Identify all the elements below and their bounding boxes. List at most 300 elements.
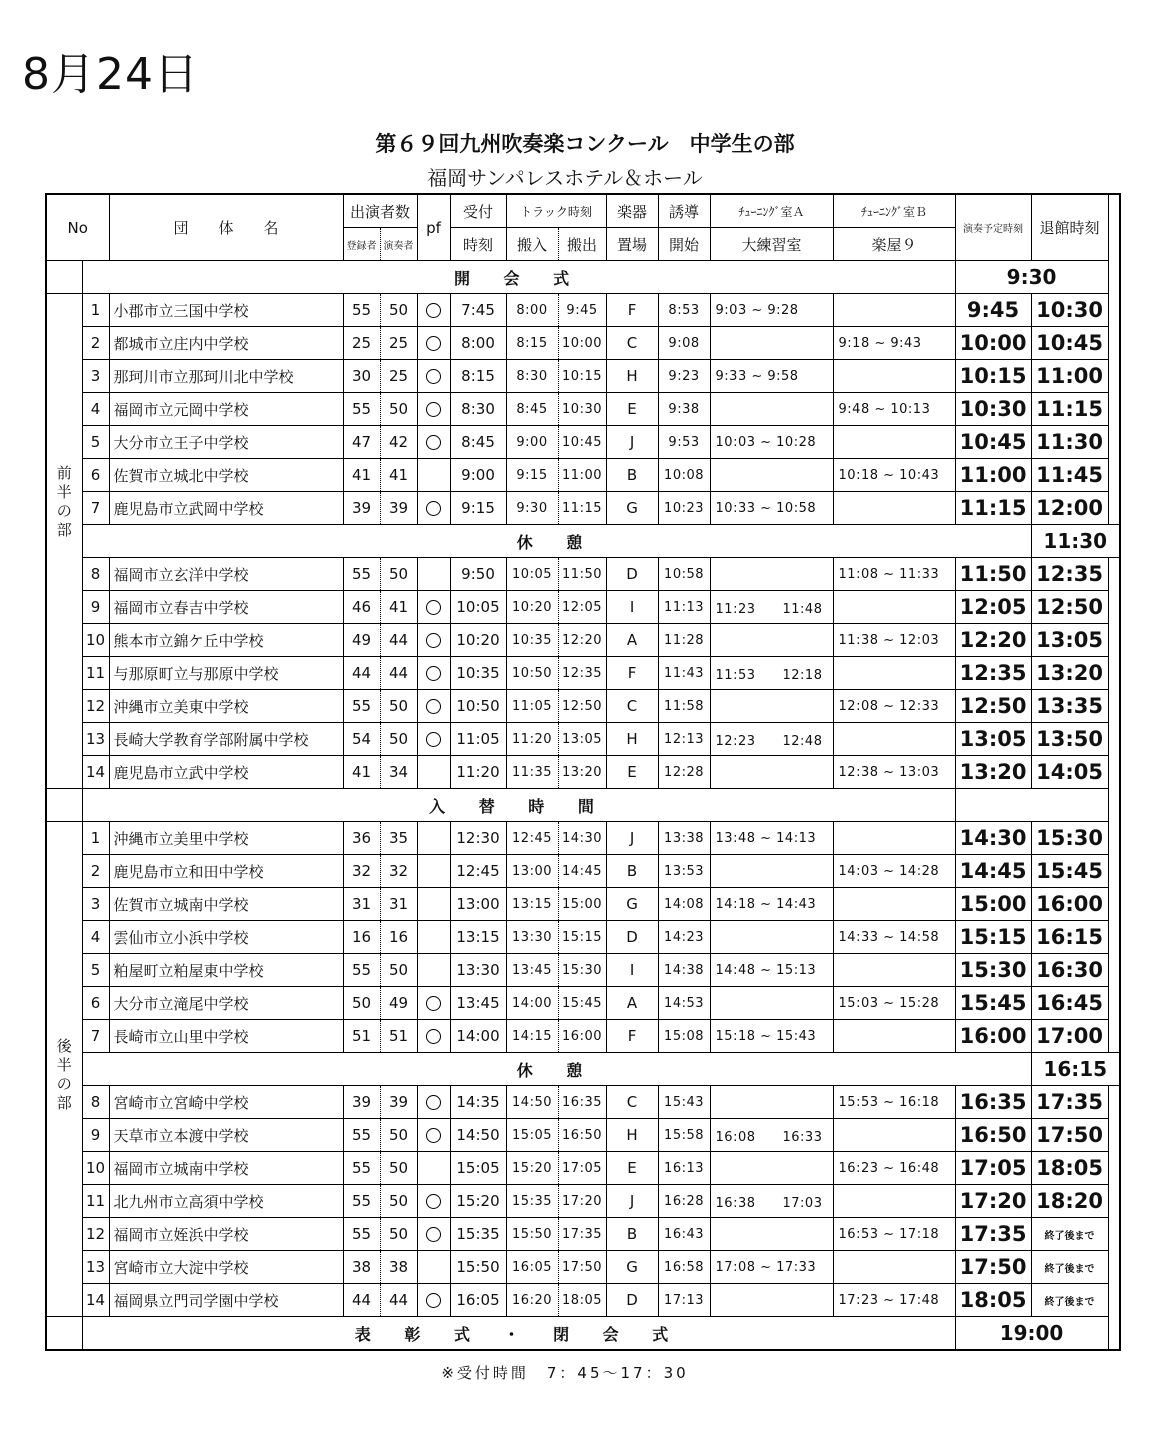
event-time: 19:00 [955, 1317, 1108, 1351]
player-count: 44 [380, 1284, 417, 1317]
truck-in-time: 14:00 [506, 987, 558, 1020]
tuning-b-slot [833, 591, 955, 624]
event-row-changeover [46, 789, 1120, 822]
perform-time: 11:50 [955, 558, 1031, 591]
pf-circle-icon [426, 501, 441, 516]
leave-time: 16:00 [1031, 888, 1108, 921]
registered-count: 55 [343, 954, 380, 987]
perform-time: 14:45 [955, 855, 1031, 888]
pf-cell [417, 657, 450, 690]
storage-place: D [606, 558, 658, 591]
leave-time: 17:50 [1031, 1119, 1108, 1152]
truck-out-time: 17:05 [558, 1152, 606, 1185]
registered-count: 39 [343, 492, 380, 525]
truck-out-time: 11:50 [558, 558, 606, 591]
table-row [46, 1185, 1120, 1218]
tuning-a-slot [710, 459, 833, 492]
truck-in-time: 8:00 [506, 294, 558, 327]
leave-time: 終了後まで [1031, 1218, 1108, 1251]
pf-circle-icon [426, 600, 441, 615]
leave-time: 15:45 [1031, 855, 1108, 888]
tuning-a-slot [710, 1284, 833, 1317]
leave-time: 12:35 [1031, 558, 1108, 591]
perform-time: 12:50 [955, 690, 1031, 723]
event-label: 表 彰 式 ・ 閉 会 式 [82, 1317, 955, 1351]
reception-time: 16:05 [450, 1284, 506, 1317]
perform-time: 17:35 [955, 1218, 1031, 1251]
storage-place: F [606, 1020, 658, 1053]
registered-count: 51 [343, 1020, 380, 1053]
guide-start: 15:08 [658, 1020, 710, 1053]
guide-start: 13:38 [658, 822, 710, 855]
perform-time: 17:20 [955, 1185, 1031, 1218]
leave-time: 13:50 [1031, 723, 1108, 756]
player-count: 50 [380, 1185, 417, 1218]
storage-place: H [606, 723, 658, 756]
pf-cell [417, 987, 450, 1020]
pf-circle-icon [426, 402, 441, 417]
group-name: 鹿児島市立武中学校 [109, 756, 343, 789]
truck-in-time: 8:45 [506, 393, 558, 426]
storage-place: D [606, 921, 658, 954]
truck-out-time: 10:45 [558, 426, 606, 459]
tuning-b-slot: 12:08 ~ 12:33 [833, 690, 955, 723]
truck-in-time: 16:20 [506, 1284, 558, 1317]
player-count: 49 [380, 987, 417, 1020]
pf-cell [417, 1119, 450, 1152]
table-row [46, 723, 1120, 756]
reception-time: 8:45 [450, 426, 506, 459]
perform-time: 12:20 [955, 624, 1031, 657]
group-name: 与那原町立与那原中学校 [109, 657, 343, 690]
group-name: 佐賀市立城北中学校 [109, 459, 343, 492]
truck-out-time: 12:05 [558, 591, 606, 624]
table-row [46, 624, 1120, 657]
guide-start: 16:28 [658, 1185, 710, 1218]
tuning-b-slot: 15:03 ~ 15:28 [833, 987, 955, 1020]
event-row-opening [46, 261, 1120, 294]
player-count: 50 [380, 954, 417, 987]
player-count: 50 [380, 1218, 417, 1251]
pf-cell [417, 1185, 450, 1218]
event-time: 11:30 [1031, 525, 1120, 558]
reception-time: 14:35 [450, 1086, 506, 1119]
table-row [46, 855, 1120, 888]
reception-time: 12:45 [450, 855, 506, 888]
row-no: 5 [82, 954, 109, 987]
storage-place: I [606, 591, 658, 624]
event-spacer [46, 789, 82, 822]
leave-time: 17:35 [1031, 1086, 1108, 1119]
storage-place: E [606, 1152, 658, 1185]
event-spacer [46, 261, 82, 294]
header-registered: 登録者 [343, 228, 380, 261]
group-name: 熊本市立錦ケ丘中学校 [109, 624, 343, 657]
tuning-b-slot [833, 1119, 955, 1152]
header-tuning-b: ﾁｭｰﾆﾝｸﾞ室Ｂ [833, 194, 955, 228]
page-date: 8月24日 [22, 49, 199, 100]
header-reception: 受付 [450, 194, 506, 228]
pf-cell [417, 723, 450, 756]
player-count: 41 [380, 459, 417, 492]
pf-circle-icon [426, 633, 441, 648]
pf-cell [417, 558, 450, 591]
leave-time: 13:05 [1031, 624, 1108, 657]
row-no: 1 [82, 294, 109, 327]
group-name: 小郡市立三国中学校 [109, 294, 343, 327]
registered-count: 55 [343, 393, 380, 426]
tuning-a-slot [710, 855, 833, 888]
truck-out-time: 13:05 [558, 723, 606, 756]
truck-in-time: 13:00 [506, 855, 558, 888]
storage-place: G [606, 492, 658, 525]
guide-start: 11:28 [658, 624, 710, 657]
leave-time: 10:30 [1031, 294, 1108, 327]
guide-start: 15:43 [658, 1086, 710, 1119]
guide-start: 17:13 [658, 1284, 710, 1317]
table-row [46, 393, 1120, 426]
player-count: 50 [380, 1119, 417, 1152]
perform-time: 9:45 [955, 294, 1031, 327]
player-count: 42 [380, 426, 417, 459]
row-no: 2 [82, 327, 109, 360]
registered-count: 55 [343, 1185, 380, 1218]
tuning-b-slot: 9:48 ~ 10:13 [833, 393, 955, 426]
guide-start: 9:53 [658, 426, 710, 459]
reception-time: 10:20 [450, 624, 506, 657]
row-no: 6 [82, 987, 109, 1020]
player-count: 50 [380, 723, 417, 756]
perform-time: 13:05 [955, 723, 1031, 756]
event-spacer [46, 1317, 82, 1351]
event-label: 開 会 式 [82, 261, 955, 294]
pf-cell [417, 360, 450, 393]
player-count: 32 [380, 855, 417, 888]
truck-in-time: 10:20 [506, 591, 558, 624]
header-name: 団 体 名 [109, 194, 343, 261]
reception-time: 11:05 [450, 723, 506, 756]
truck-in-time: 15:05 [506, 1119, 558, 1152]
group-name: 長崎大学教育学部附属中学校 [109, 723, 343, 756]
group-name: 宮崎市立大淀中学校 [109, 1251, 343, 1284]
reception-time: 9:50 [450, 558, 506, 591]
player-count: 51 [380, 1020, 417, 1053]
registered-count: 32 [343, 855, 380, 888]
tuning-a-slot: 14:48 ~ 15:13 [710, 954, 833, 987]
table-row [46, 822, 1120, 855]
venue-name: 福岡サンパレスホテル＆ホール [427, 166, 703, 190]
header-perform-time: 演奏予定時刻 [955, 194, 1031, 261]
truck-out-time: 16:35 [558, 1086, 606, 1119]
group-name: 沖縄市立美東中学校 [109, 690, 343, 723]
tuning-a-slot: 9:03 ~ 9:28 [710, 294, 833, 327]
pf-cell [417, 1218, 450, 1251]
pf-cell [417, 459, 450, 492]
header-green-room: 楽屋９ [833, 228, 955, 261]
truck-out-time: 13:20 [558, 756, 606, 789]
storage-place: F [606, 294, 658, 327]
group-name: 福岡市立城南中学校 [109, 1152, 343, 1185]
pf-cell [417, 624, 450, 657]
guide-start: 11:43 [658, 657, 710, 690]
reception-time: 14:50 [450, 1119, 506, 1152]
perform-time: 12:35 [955, 657, 1031, 690]
tuning-a-slot: 11:23 11:48 [710, 591, 833, 624]
pf-cell [417, 1020, 450, 1053]
truck-out-time: 17:50 [558, 1251, 606, 1284]
header-storage-place: 置場 [606, 228, 658, 261]
row-no: 4 [82, 921, 109, 954]
tuning-b-slot [833, 294, 955, 327]
leave-time: 11:15 [1031, 393, 1108, 426]
row-no: 10 [82, 624, 109, 657]
guide-start: 15:58 [658, 1119, 710, 1152]
event-row-break1 [46, 525, 1120, 558]
tuning-a-slot [710, 327, 833, 360]
group-name: 佐賀市立城南中学校 [109, 888, 343, 921]
table-row [46, 756, 1120, 789]
guide-start: 16:58 [658, 1251, 710, 1284]
reception-time: 14:00 [450, 1020, 506, 1053]
registered-count: 55 [343, 294, 380, 327]
row-no: 13 [82, 1251, 109, 1284]
tuning-b-slot [833, 492, 955, 525]
truck-out-time: 15:15 [558, 921, 606, 954]
table-row [46, 987, 1120, 1020]
table-row [46, 1152, 1120, 1185]
table-row [46, 657, 1120, 690]
reception-time: 8:30 [450, 393, 506, 426]
truck-in-time: 13:15 [506, 888, 558, 921]
reception-note: ※受付時間 7：45〜17：30 [441, 1364, 689, 1382]
storage-place: B [606, 459, 658, 492]
header-pf: pf [417, 194, 450, 261]
group-name: 沖縄市立美里中学校 [109, 822, 343, 855]
perform-time: 10:45 [955, 426, 1031, 459]
table-row [46, 327, 1120, 360]
pf-cell [417, 294, 450, 327]
pf-cell [417, 921, 450, 954]
tuning-a-slot [710, 921, 833, 954]
table-row [46, 1218, 1120, 1251]
storage-place: H [606, 1119, 658, 1152]
group-name: 大分市立王子中学校 [109, 426, 343, 459]
tuning-b-slot [833, 1020, 955, 1053]
player-count: 44 [380, 624, 417, 657]
player-count: 16 [380, 921, 417, 954]
perform-time: 15:30 [955, 954, 1031, 987]
pf-circle-icon [426, 303, 441, 318]
row-no: 7 [82, 492, 109, 525]
group-name: 都城市立庄内中学校 [109, 327, 343, 360]
table-row [46, 954, 1120, 987]
registered-count: 39 [343, 1086, 380, 1119]
tuning-b-slot [833, 1251, 955, 1284]
group-name: 長崎市立山里中学校 [109, 1020, 343, 1053]
storage-place: H [606, 360, 658, 393]
tuning-b-slot [833, 888, 955, 921]
group-name: 天草市立本渡中学校 [109, 1119, 343, 1152]
storage-place: C [606, 327, 658, 360]
registered-count: 49 [343, 624, 380, 657]
tuning-a-slot: 10:33 ~ 10:58 [710, 492, 833, 525]
perform-time: 14:30 [955, 822, 1031, 855]
perform-time: 11:15 [955, 492, 1031, 525]
truck-out-time: 18:05 [558, 1284, 606, 1317]
pf-cell [417, 855, 450, 888]
guide-start: 13:53 [658, 855, 710, 888]
pf-cell [417, 492, 450, 525]
tuning-b-slot [833, 723, 955, 756]
registered-count: 55 [343, 690, 380, 723]
header-truck: トラック時刻 [506, 194, 606, 228]
perform-time: 16:50 [955, 1119, 1031, 1152]
row-no: 8 [82, 1086, 109, 1119]
table-row [46, 591, 1120, 624]
registered-count: 55 [343, 1152, 380, 1185]
player-count: 50 [380, 393, 417, 426]
tuning-b-slot [833, 954, 955, 987]
player-count: 50 [380, 558, 417, 591]
truck-out-time: 12:35 [558, 657, 606, 690]
truck-in-time: 12:45 [506, 822, 558, 855]
event-time-empty [955, 789, 1108, 822]
reception-time: 13:00 [450, 888, 506, 921]
guide-start: 16:13 [658, 1152, 710, 1185]
header-players: 演奏者 [380, 228, 417, 261]
truck-out-time: 10:30 [558, 393, 606, 426]
guide-start: 12:28 [658, 756, 710, 789]
row-no: 6 [82, 459, 109, 492]
section-label-text: 前半の部 [56, 464, 72, 539]
perform-time: 10:30 [955, 393, 1031, 426]
row-no: 10 [82, 1152, 109, 1185]
leave-time: 終了後まで [1031, 1251, 1108, 1284]
truck-in-time: 15:35 [506, 1185, 558, 1218]
reception-time: 15:50 [450, 1251, 506, 1284]
truck-out-time: 10:15 [558, 360, 606, 393]
leave-time: 13:20 [1031, 657, 1108, 690]
tuning-a-slot: 12:23 12:48 [710, 723, 833, 756]
reception-time: 9:15 [450, 492, 506, 525]
truck-out-time: 11:00 [558, 459, 606, 492]
row-no: 9 [82, 1119, 109, 1152]
perform-time: 17:50 [955, 1251, 1031, 1284]
tuning-b-slot: 17:23 ~ 17:48 [833, 1284, 955, 1317]
tuning-b-slot [833, 822, 955, 855]
perform-time: 12:05 [955, 591, 1031, 624]
storage-place: E [606, 393, 658, 426]
tuning-a-slot: 9:33 ~ 9:58 [710, 360, 833, 393]
header-no: No [46, 194, 109, 261]
tuning-a-slot: 13:48 ~ 14:13 [710, 822, 833, 855]
pf-cell [417, 393, 450, 426]
truck-out-time: 15:30 [558, 954, 606, 987]
truck-in-time: 14:15 [506, 1020, 558, 1053]
truck-in-time: 10:35 [506, 624, 558, 657]
storage-place: C [606, 1086, 658, 1119]
truck-in-time: 8:15 [506, 327, 558, 360]
player-count: 41 [380, 591, 417, 624]
group-name: 雲仙市立小浜中学校 [109, 921, 343, 954]
table-row [46, 1251, 1120, 1284]
registered-count: 50 [343, 987, 380, 1020]
row-no: 11 [82, 657, 109, 690]
pf-circle-icon [426, 1095, 441, 1110]
player-count: 50 [380, 690, 417, 723]
row-no: 7 [82, 1020, 109, 1053]
leave-time: 12:00 [1031, 492, 1108, 525]
tuning-b-slot [833, 657, 955, 690]
leave-time: 18:20 [1031, 1185, 1108, 1218]
guide-start: 14:38 [658, 954, 710, 987]
group-name: 福岡市立元岡中学校 [109, 393, 343, 426]
perform-time: 13:20 [955, 756, 1031, 789]
tuning-b-slot [833, 1185, 955, 1218]
guide-start: 14:23 [658, 921, 710, 954]
table-row [46, 1284, 1120, 1317]
truck-in-time: 16:05 [506, 1251, 558, 1284]
guide-start: 11:13 [658, 591, 710, 624]
tuning-a-slot [710, 756, 833, 789]
storage-place: G [606, 1251, 658, 1284]
group-name: 大分市立滝尾中学校 [109, 987, 343, 1020]
event-time: 9:30 [955, 261, 1108, 294]
row-no: 14 [82, 1284, 109, 1317]
leave-time: 16:30 [1031, 954, 1108, 987]
perform-time: 17:05 [955, 1152, 1031, 1185]
truck-out-time: 15:00 [558, 888, 606, 921]
row-no: 8 [82, 558, 109, 591]
header-storage: 楽器 [606, 194, 658, 228]
registered-count: 55 [343, 1119, 380, 1152]
reception-time: 8:00 [450, 327, 506, 360]
truck-in-time: 11:20 [506, 723, 558, 756]
registered-count: 55 [343, 558, 380, 591]
group-name: 福岡市立春吉中学校 [109, 591, 343, 624]
leave-time: 11:30 [1031, 426, 1108, 459]
group-name: 宮崎市立宮崎中学校 [109, 1086, 343, 1119]
guide-start: 9:23 [658, 360, 710, 393]
tuning-b-slot [833, 360, 955, 393]
tuning-a-slot: 10:03 ~ 10:28 [710, 426, 833, 459]
truck-out-time: 16:50 [558, 1119, 606, 1152]
row-no: 1 [82, 822, 109, 855]
truck-out-time: 11:15 [558, 492, 606, 525]
registered-count: 41 [343, 459, 380, 492]
guide-start: 10:23 [658, 492, 710, 525]
pf-circle-icon [426, 336, 441, 351]
guide-start: 8:53 [658, 294, 710, 327]
storage-place: I [606, 954, 658, 987]
row-no: 2 [82, 855, 109, 888]
table-row [46, 492, 1120, 525]
player-count: 39 [380, 492, 417, 525]
leave-time: 16:15 [1031, 921, 1108, 954]
pf-cell [417, 1284, 450, 1317]
pf-cell [417, 591, 450, 624]
pf-circle-icon [426, 369, 441, 384]
pf-cell [417, 888, 450, 921]
storage-place: G [606, 888, 658, 921]
pf-circle-icon [426, 699, 441, 714]
tuning-a-slot [710, 393, 833, 426]
tuning-b-slot [833, 426, 955, 459]
schedule-table [45, 193, 1121, 1351]
registered-count: 44 [343, 657, 380, 690]
pf-cell [417, 327, 450, 360]
event-time: 16:15 [1031, 1053, 1120, 1086]
